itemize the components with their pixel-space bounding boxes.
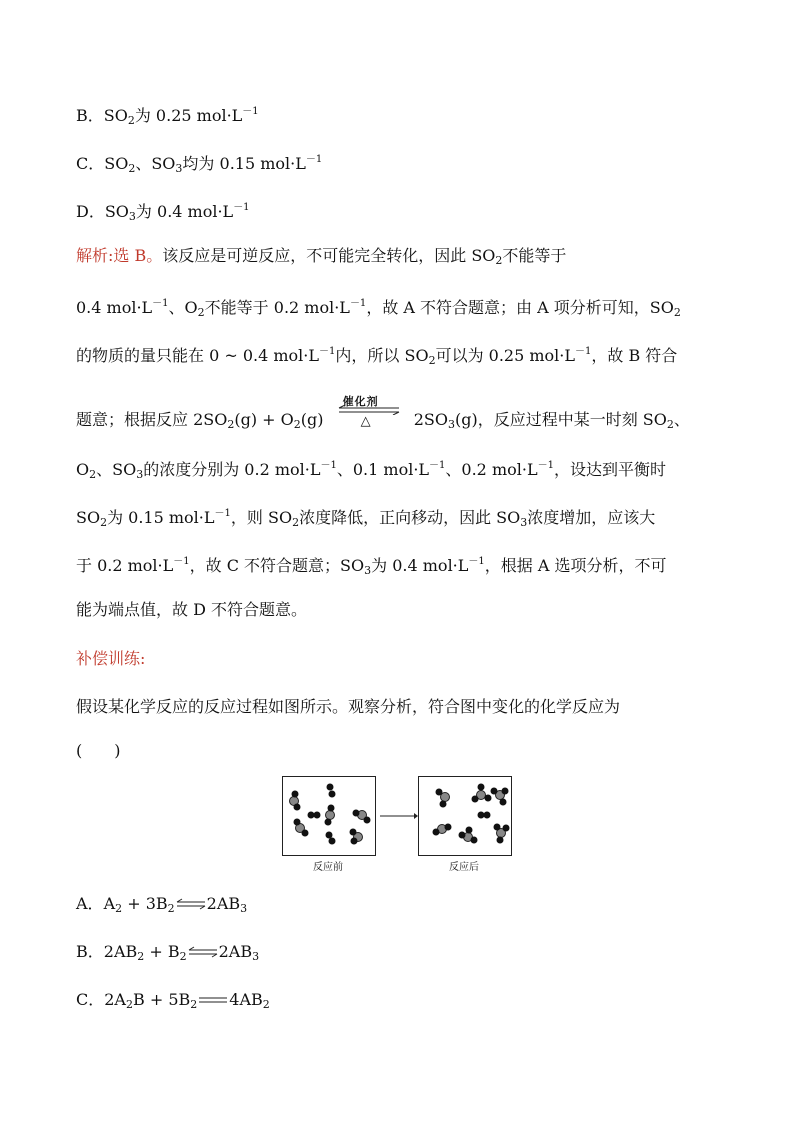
option-c: C．$SO_2$、$SO_3$均为 0.15 $mol\cdot L^{-1}$ — [76, 154, 323, 175]
analysis-line-8: 能为端点值，故 D 不符合题意。 — [76, 600, 308, 619]
molecule-ab3 — [494, 824, 510, 844]
molecule-ab3 — [491, 788, 509, 806]
analysis-line-6: $SO_2$为 0.15 $mol\cdot L^{-1}$，则 $SO_2$浓度降低，正向移动，因此 $SO_3$浓度增加，应该大 — [76, 508, 656, 529]
molecule-ab2 — [325, 805, 335, 826]
molecule-b2 — [327, 784, 336, 798]
molecule-b2 — [326, 832, 336, 845]
reaction-figure — [282, 776, 514, 876]
caption-before: 反应前 — [313, 862, 343, 873]
analysis-line-5: $O_2$、$SO_3$的浓度分别为 0.2 $mol\cdot L^{-1}$、0.1 $mol\cdot L^{-1}$、0.2 $mol\cdot L^{-1}$，设达到平衡时 — [76, 460, 666, 481]
molecule-ab2 — [350, 829, 363, 845]
analysis-line-7: 于 0.2 $mol\cdot L^{-1}$，故 C 不符合题意；$SO_3$为 0.4 $mol\cdot L^{-1}$，根据 A 选项分析，不可 — [76, 556, 667, 577]
equals-sign-icon — [198, 993, 228, 1007]
option-d: D．$SO_3$为 0.4 $mol\cdot L^{-1}$ — [76, 202, 250, 223]
caption-after: 反应后 — [449, 862, 479, 873]
molecule-ab2 — [436, 789, 450, 808]
before-box — [282, 776, 376, 856]
analysis-line-3: 的物质的量只能在 0 ~ 0.4 $mol\cdot L^{-1}$内，所以 $SO_2$可以为 0.25 $mol\cdot L^{-1}$，故 B 符合 — [76, 346, 678, 367]
analysis-line-2: 0.4 $mol\cdot L^{-1}$、$O_2$不能等于 0.2 $mol\cdot L^{-1}$，故 A 不符合题意；由 A 项分析可知，$SO_2$ — [76, 298, 681, 319]
after-molecules-diagram — [419, 777, 511, 855]
molecule-b2 — [308, 812, 321, 819]
analysis-label: 解析:选 B。 — [76, 246, 163, 265]
molecule-ab3 — [472, 784, 492, 803]
molecule-ab3 — [459, 827, 478, 844]
reversible-arrow-icon — [188, 945, 218, 959]
molecule-ab2 — [290, 791, 301, 811]
option-b: B．$SO_2$为 0.25 $mol\cdot L^{-1}$ — [76, 106, 259, 127]
molecule-ab2 — [294, 819, 309, 837]
equilibrium-arrow — [337, 395, 401, 429]
answer-parentheses: ( ) — [76, 741, 121, 760]
answer-option-c: C．$2A_2B + 5B_2$ $4AB_2$ — [76, 990, 270, 1011]
answer-option-a: A．$A_2 + 3B_2$ $2AB_3$ — [76, 894, 248, 915]
before-molecules-diagram — [283, 777, 375, 855]
answer-option-b: B．$2AB_2 + B_2$ $2AB_3$ — [76, 942, 260, 963]
molecule-ab2 — [353, 810, 371, 824]
after-box — [418, 776, 512, 856]
practice-question: 假设某化学反应的反应过程如图所示。观察分析，符合图中变化的化学反应为 — [76, 697, 621, 716]
heat-icon: △ — [360, 414, 371, 429]
molecule-ab2 — [433, 824, 452, 836]
analysis-line-4: 题意；根据反应 $2SO_2(g) + O_2(g)$ 催化剂 △ $2SO_3(g)$，反应过程中某一时刻 $SO_2$、 — [76, 407, 723, 436]
reversible-arrow-icon — [176, 897, 206, 911]
catalyst-label: 催化剂 — [342, 395, 379, 408]
molecule-b2 — [478, 812, 491, 819]
analysis-line-1: 解析:选 B。该反应是可逆反应，不可能完全转化，因此 $SO_2$不能等于 — [76, 246, 567, 267]
practice-heading: 补偿训练: — [76, 649, 146, 668]
reaction-arrow-icon — [378, 811, 418, 821]
